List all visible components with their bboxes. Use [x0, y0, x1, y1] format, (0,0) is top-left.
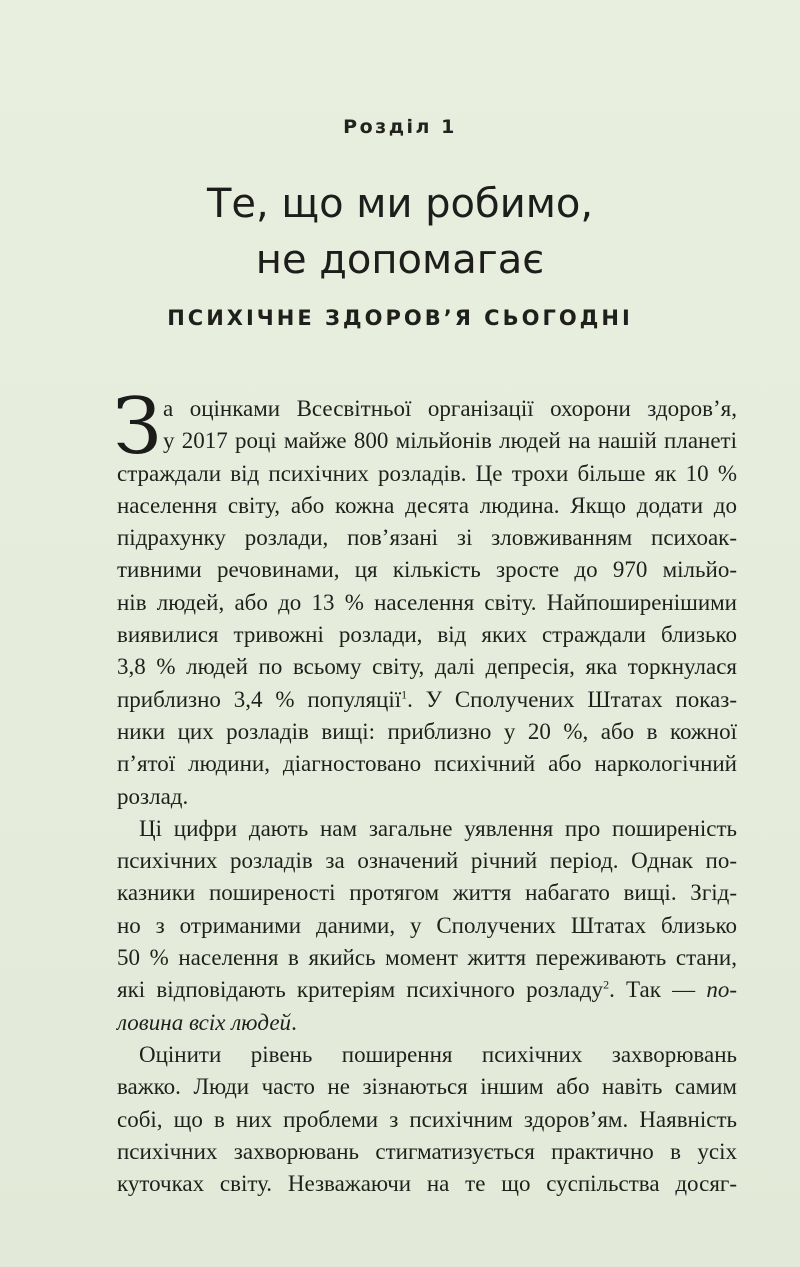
chapter-title-line-1: Те, що ми робимо, [206, 181, 594, 227]
text-line: підрахунку розлади, пов’язані зі зловживанням психоак- [117, 525, 737, 551]
text-line: у 2017 році майже 800 мільйонів людей на нашій планеті [163, 428, 737, 454]
chapter-title [0, 176, 800, 288]
paragraph-2 [117, 813, 737, 1039]
text-line: собі, що в них проблеми з психічним здоров’ям. Наявність [117, 1106, 737, 1132]
text-line: Ці цифри дають нам загальне уявлення про поширеність [139, 815, 737, 841]
text-line: Оцінити рівень поширення психічних захворювань [139, 1041, 737, 1067]
text-line: казники поширеності протягом життя набагато вищі. Згід- [117, 880, 737, 906]
text-line [117, 1007, 737, 1039]
text-line: розлад. [117, 783, 189, 809]
text-line: но з отриманими даними, у Сполучених Штатах близько [117, 912, 737, 938]
text-line: населення світу, або кожна десята людина. Якщо додати до [117, 492, 737, 518]
text-line: нів людей, або до 13 % населення світу. Найпоширенішими [117, 589, 737, 615]
text-line [117, 684, 737, 716]
text-line: 3,8 % людей по всьому світу, далі депресія, яка торкнулася [117, 654, 737, 680]
footnote-ref-1: 1 [401, 687, 408, 702]
text-segment: . У Сполучених Штатах показ- [407, 686, 737, 712]
text-line: п’ятої людини, діагностовано психічний або наркологічний [117, 751, 737, 777]
footnote-ref-2: 2 [603, 977, 610, 992]
paragraph-1 [113, 382, 737, 813]
text-line: ники цих розладів вищі: приблизно у 20 %, або в кожної [117, 718, 737, 744]
text-line: страждали від психічних розладів. Це трохи більше як 10 % [117, 460, 737, 486]
chapter-title-line-2: не допомагає [255, 237, 545, 283]
chapter-label: Розділ 1 [343, 116, 457, 138]
text-segment: . Так — [609, 977, 707, 1003]
text-line: тивними речовинами, ця кількість зросте до 970 мільйо- [117, 557, 737, 583]
text-line: психічних захворювань стигматизується практично в усіх [117, 1138, 737, 1164]
text-line [117, 974, 737, 1006]
text-line: психічних розладів за означений річний період. Однак по- [117, 848, 737, 874]
paragraph-3 [117, 1039, 737, 1200]
italic-segment: по- [706, 977, 737, 1003]
text-segment: приблизно 3,4 % популяції [117, 686, 402, 712]
text-line: 50 % населення в якийсь момент життя переживають стани, [117, 945, 737, 971]
text-line: а оцінками Всесвітньої організації охорони здоров’я, [163, 396, 737, 421]
drop-cap: З [113, 382, 162, 472]
italic-segment: ловина всіх людей [117, 1009, 292, 1035]
text-line: виявилися тривожні розлади, від яких страждали близько [117, 622, 737, 648]
body-text [113, 382, 737, 1200]
text-segment: . [291, 1009, 297, 1035]
text-segment: які відповідають критеріям психічного розладу [117, 977, 604, 1003]
chapter-subtitle: ПСИХІЧНЕ ЗДОРОВ’Я СЬОГОДНІ [167, 306, 633, 330]
text-line: куточках світу. Незважаючи на те що суспільства досяг- [117, 1171, 737, 1197]
text-line: важко. Люди часто не зізнаються іншим або навіть самим [117, 1074, 737, 1100]
